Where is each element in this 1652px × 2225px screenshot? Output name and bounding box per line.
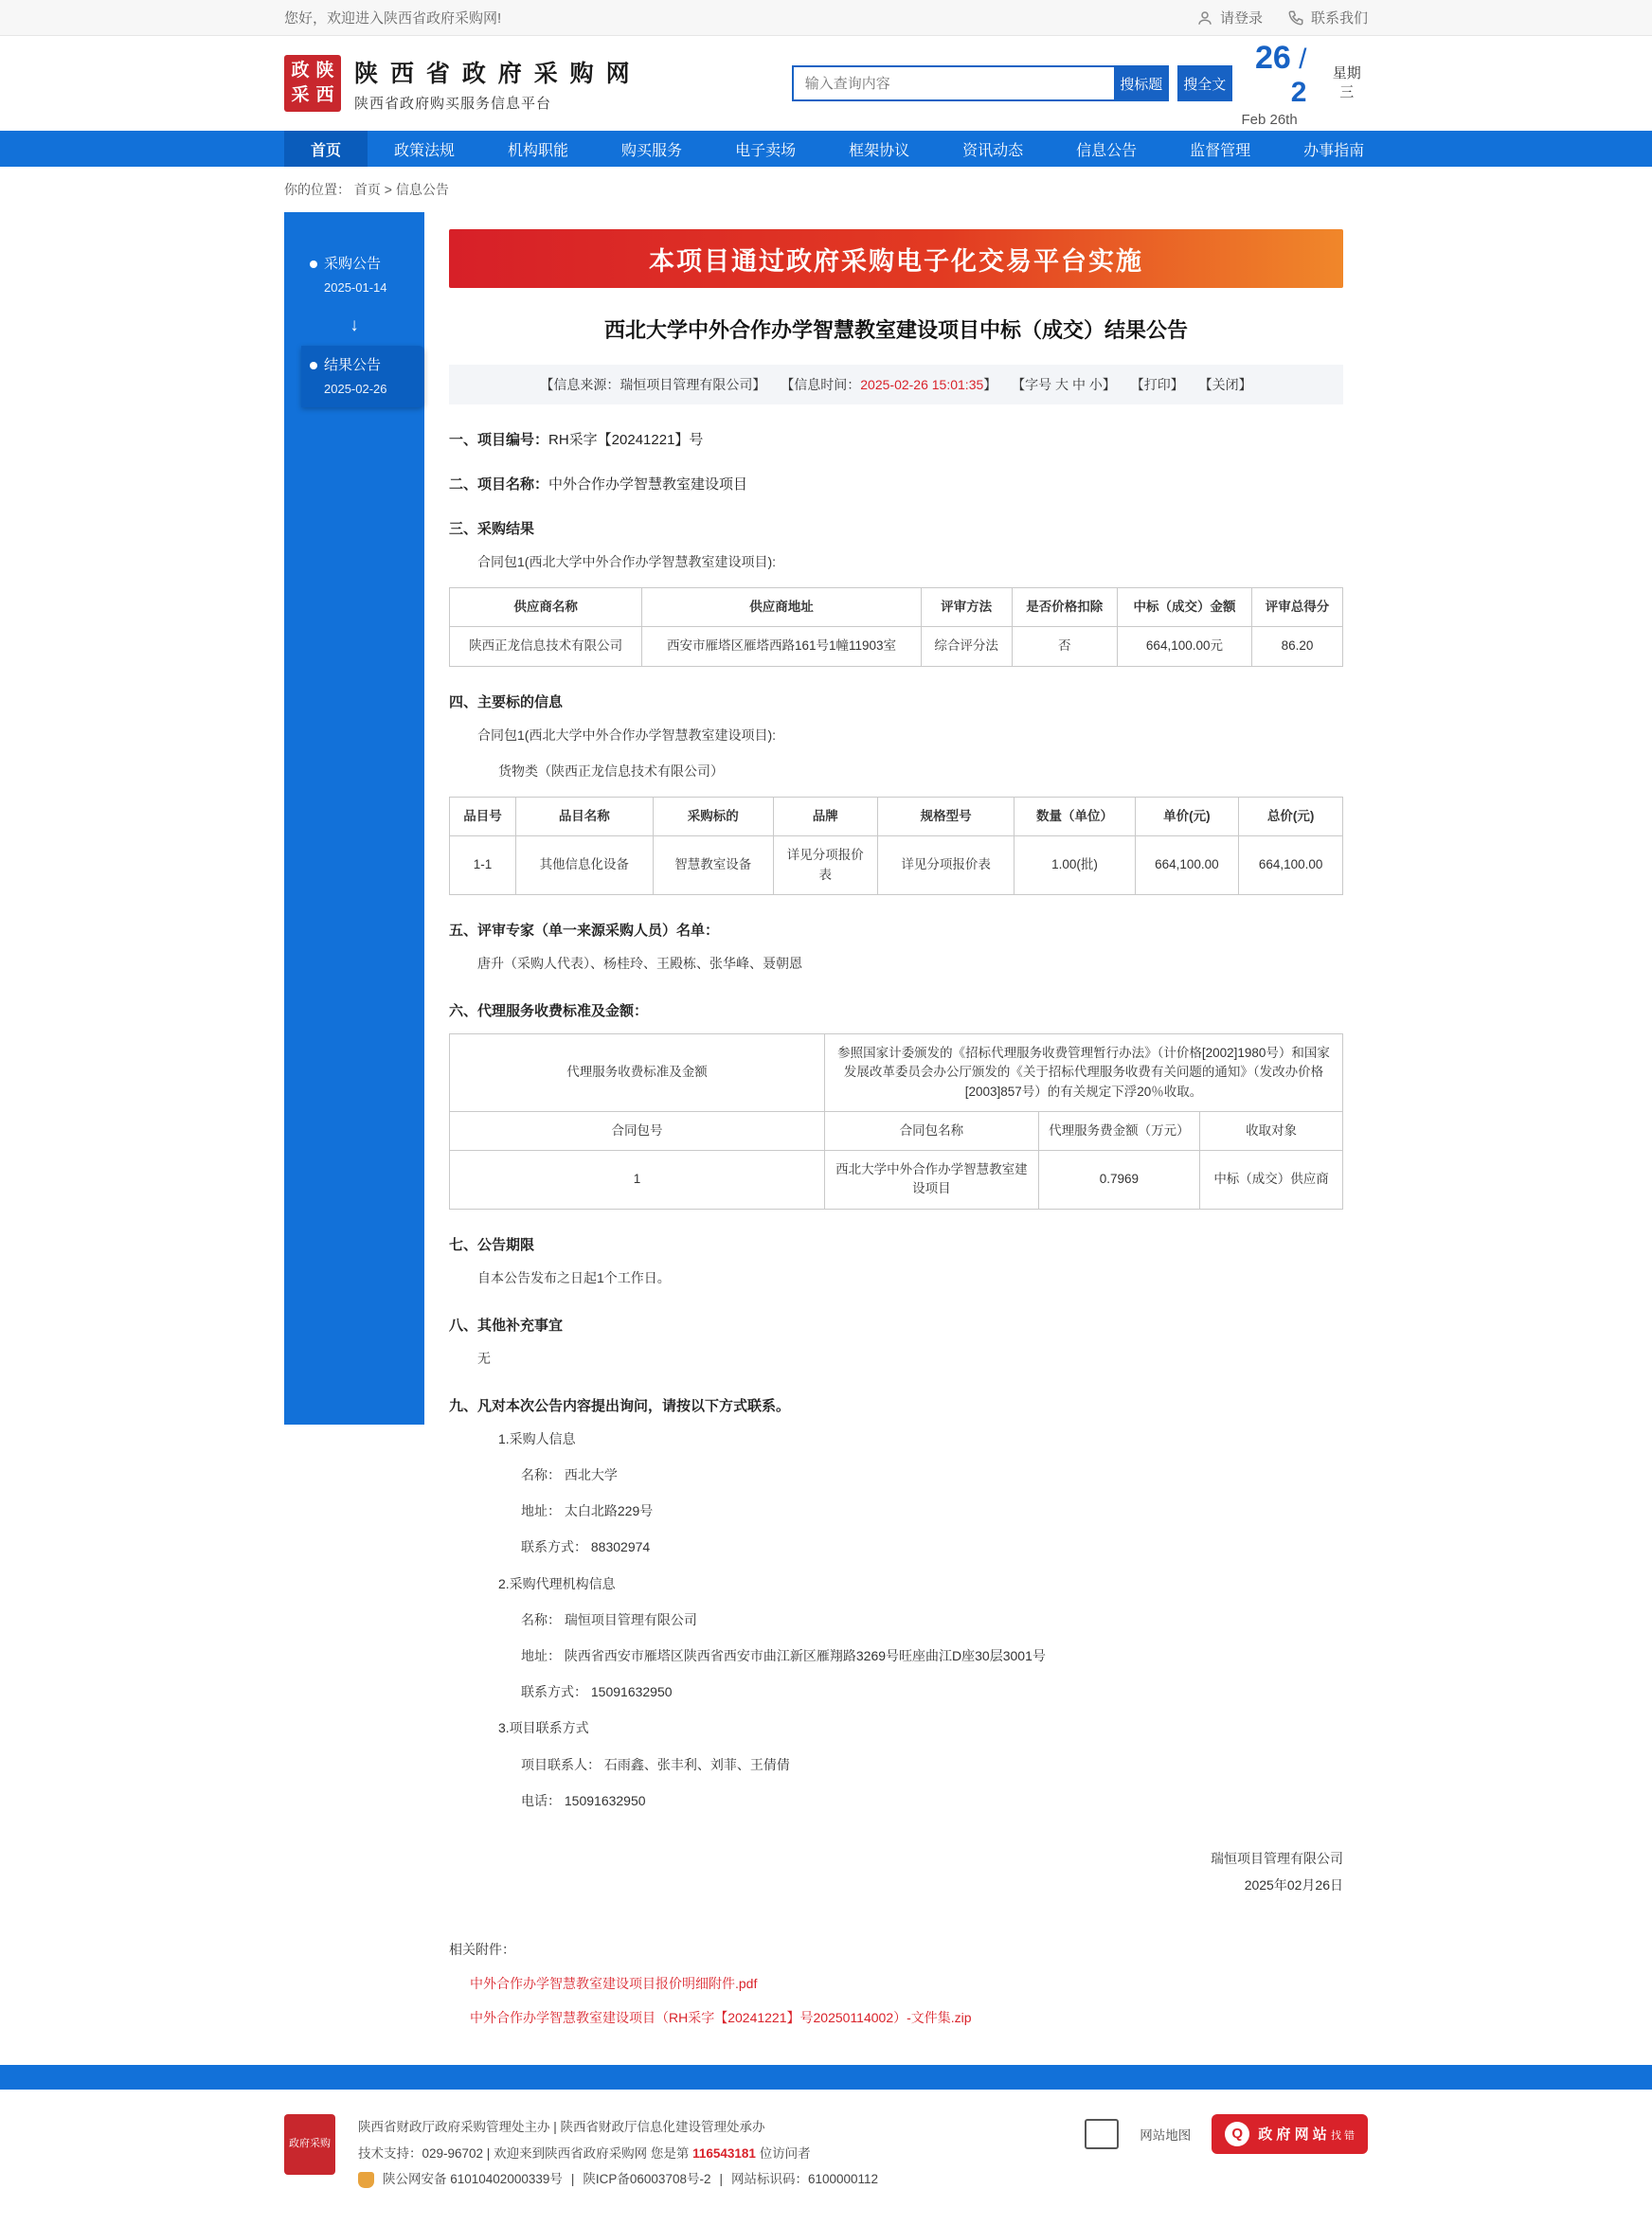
gov-website-error-badge[interactable]: [1212, 2114, 1368, 2154]
purchaser-name: 名称： 西北大学: [521, 1467, 618, 1483]
agency-fee-table: [449, 1033, 1343, 1210]
attachment-link-zip[interactable]: 中外合作办学智慧教室建设项目（RH采字【20241221】号20250114002）-文件集.zip: [470, 2009, 972, 2025]
fontsize-small-button[interactable]: 小: [1088, 377, 1103, 392]
col-supplier-address: 供应商地址: [642, 588, 921, 627]
cell-procurement-target: 智慧教室设备: [653, 836, 773, 895]
police-record[interactable]: 陕公网安备 61010402000339号: [383, 2172, 563, 2187]
project-contact-person: 项目联系人： 石雨鑫、张丰利、刘菲、王倩倩: [521, 1756, 790, 1772]
magnifier-icon: Q: [1225, 2122, 1249, 2146]
time-value: 2025-02-26 15:01:35: [860, 377, 984, 392]
section-2-label: 二、项目名称：: [449, 476, 549, 493]
breadcrumb-sep: >: [384, 182, 392, 197]
nav-item-guide[interactable]: 办事指南: [1303, 142, 1365, 159]
col-supplier-name: 供应商名称: [450, 588, 642, 627]
footer-right: [1085, 2114, 1368, 2154]
signoff-date: 2025年02月26日: [1244, 1876, 1343, 1893]
meta-bar: [449, 365, 1343, 404]
time-end: 】: [983, 377, 997, 392]
welcome-text: 您好，欢迎进入陕西省政府采购网!: [284, 10, 502, 27]
section-9-heading: 九、凡对本次公告内容提出询问，请按以下方式联系。: [449, 1397, 791, 1414]
weekday: [1325, 64, 1368, 103]
section-8-heading: 八、其他补充事宜: [449, 1317, 564, 1334]
col-package-name: 合同包名称: [825, 1111, 1039, 1150]
down-arrow-icon: ↓: [350, 315, 359, 335]
search-title-button[interactable]: 搜标题: [1114, 65, 1169, 101]
agency-address: 地址： 陕西省西安市雁塔区陕西省西安市曲江新区雁翔路3269号旺座曲江D座30层3001号: [521, 1648, 1046, 1663]
notice-period: 自本公告发布之日起1个工作日。: [477, 1269, 671, 1285]
sidebar-item-label: 采购公告: [324, 256, 382, 272]
site-map-icon[interactable]: [1085, 2119, 1119, 2149]
nav-item-services[interactable]: 购买服务: [621, 142, 683, 159]
source-value: 瑞恒项目管理有限公司: [620, 377, 753, 392]
bullet-icon: [310, 362, 317, 369]
purchaser-address: 地址： 太白北路229号: [521, 1503, 654, 1519]
purchaser-info-title: 1.采购人信息: [498, 1430, 576, 1446]
signoff-company: 瑞恒项目管理有限公司: [1211, 1850, 1343, 1866]
table-row: [450, 1034, 1343, 1112]
time-label: 【信息时间：: [781, 377, 861, 392]
cell-supplier-name: 陕西正龙信息技术有限公司: [450, 627, 642, 666]
section-2-heading: [449, 474, 1343, 493]
date-number: 26 / 2: [1254, 39, 1307, 108]
cell-item-name: 其他信息化设备: [516, 836, 654, 895]
project-contact-tel: 电话： 15091632950: [521, 1792, 646, 1808]
person-icon: [1196, 9, 1213, 27]
project-name: 中外合作办学智慧教室建设项目: [548, 476, 748, 493]
section-7-heading: 七、公告期限: [449, 1236, 535, 1253]
footer-sep-3: |: [719, 2172, 723, 2187]
col-brand: 品牌: [773, 798, 877, 836]
fontsize-end: 】: [1102, 377, 1116, 392]
footer-line-1: [358, 2114, 878, 2141]
page-title: 西北大学中外合作办学智慧教室建设项目中标（成交）结果公告: [603, 318, 1188, 342]
date-month: 2: [1290, 76, 1307, 108]
print-button[interactable]: 【打印】: [1130, 377, 1184, 392]
section-1-heading: [449, 429, 1343, 449]
search-input[interactable]: [792, 65, 1114, 101]
nav-item-functions[interactable]: 机构职能: [508, 142, 569, 159]
footer-org-2: 陕西省财政厅信息化建设管理处承办: [560, 2119, 765, 2134]
footer-line-3: [358, 2166, 878, 2193]
cell-award-amount: 664,100.00元: [1117, 627, 1251, 666]
logo-mark: [284, 55, 341, 112]
site-id-code: 网站标识码：6100000112: [730, 2172, 879, 2187]
agency-info-title: 2.采购代理机构信息: [498, 1575, 616, 1591]
section-6-heading: 六、代理服务收费标准及金额：: [449, 1003, 649, 1019]
table-header-row: [450, 588, 1343, 627]
breadcrumb-home[interactable]: 首页: [353, 182, 381, 197]
fee-standard-label: 代理服务收费标准及金额: [450, 1034, 825, 1112]
fontsize-large-button[interactable]: 大: [1055, 377, 1069, 392]
nav-item-home[interactable]: 首页: [284, 131, 368, 167]
col-total-price: 总价(元): [1239, 798, 1343, 836]
cell-price-deduction: 否: [1012, 627, 1117, 666]
document-content: [424, 212, 1368, 2065]
col-spec-model: 规格型号: [877, 798, 1015, 836]
cell-supplier-address: 西安市雁塔区雁塔西路161号1幢11903室: [642, 627, 921, 666]
section-1-label: 一、项目编号：: [449, 432, 549, 448]
nav-item-policy[interactable]: 政策法规: [394, 142, 456, 159]
table-row: [450, 627, 1343, 666]
contact-link[interactable]: [1287, 8, 1368, 27]
contact-label: 联系我们: [1310, 10, 1368, 27]
logo-char-3: 采: [291, 85, 310, 106]
top-bar: [0, 0, 1652, 36]
site-map-label[interactable]: 网站地图: [1140, 2127, 1192, 2143]
goods-category: 货物类（陕西正龙信息技术有限公司）: [498, 763, 724, 779]
cell-total-price: 664,100.00: [1239, 836, 1343, 895]
cell-quantity: 1.00(批): [1015, 836, 1135, 895]
sidebar-item-procurement-notice[interactable]: [301, 244, 424, 306]
cell-brand: 详见分项报价表: [773, 836, 877, 895]
main-nav: [0, 131, 1652, 167]
weekday-label: 星期三: [1332, 64, 1361, 100]
cell-spec-model: 详见分项报价表: [877, 836, 1015, 895]
nav-item-emarket[interactable]: 电子卖场: [735, 142, 797, 159]
cell-package-no: 1: [450, 1151, 825, 1210]
gov-seal-icon: 政府采购: [284, 2114, 335, 2175]
col-unit-price: 单价(元): [1135, 798, 1239, 836]
breadcrumb-current[interactable]: 信息公告: [395, 182, 449, 197]
logo-char-1: 政: [291, 61, 310, 81]
section-4-heading: 四、主要标的信息: [449, 693, 564, 710]
date-box: [1232, 40, 1368, 128]
footer-line-2: [358, 2141, 878, 2167]
login-link[interactable]: [1196, 8, 1263, 27]
project-contact-title: 3.项目联系方式: [498, 1720, 589, 1736]
bullet-icon: [310, 260, 317, 268]
close-button[interactable]: 【关闭】: [1198, 377, 1252, 392]
cell-review-method: 综合评分法: [921, 627, 1012, 666]
site-footer: [0, 2090, 1652, 2225]
logo-char-4: 西: [315, 85, 334, 106]
cell-package-name: 西北大学中外合作办学智慧教室建设项目: [825, 1151, 1039, 1210]
site-subtitle: 陕西省政府购买服务信息平台: [354, 95, 552, 112]
footer-sep-2: |: [570, 2172, 575, 2187]
section-5-heading: 五、评审专家（单一来源采购人员）名单：: [449, 922, 720, 939]
source-end: 】: [752, 377, 766, 392]
cell-fee-payer: 中标（成交）供应商: [1200, 1151, 1343, 1210]
icp-record[interactable]: 陕ICP备06003708号-2: [583, 2172, 711, 2187]
agency-name: 名称： 瑞恒项目管理有限公司: [521, 1611, 697, 1627]
col-fee-amount: 代理服务费金额（万元）: [1038, 1111, 1200, 1150]
project-number: RH采字【20241221】号: [548, 432, 704, 448]
other-matters: 无: [477, 1350, 491, 1366]
expert-list: 唐升（采购人代表）、杨桂玲、王殿栋、张华峰、聂朝恩: [477, 955, 802, 971]
col-total-score: 评审总得分: [1251, 588, 1342, 627]
breadcrumb: [0, 167, 1652, 212]
sidebar-item-date: 2025-02-26: [324, 381, 387, 396]
shield-icon: [358, 2172, 374, 2188]
fontsize-medium-button[interactable]: 中: [1071, 377, 1086, 392]
purchaser-tel: 联系方式： 88302974: [521, 1539, 651, 1555]
signoff: [449, 1845, 1343, 1898]
col-award-amount: 中标（成交）金额: [1117, 588, 1251, 627]
table-row: [450, 1151, 1343, 1210]
footer-org-1: 陕西省财政厅政府采购管理处主办: [358, 2119, 550, 2134]
nav-item-supervision[interactable]: 监督管理: [1190, 142, 1251, 159]
badge-sub-label: 找 错: [1330, 2130, 1355, 2143]
sidebar-item-label: 结果公告: [324, 357, 382, 373]
col-fee-payer: 收取对象: [1200, 1111, 1343, 1150]
page-layout: [0, 212, 1652, 2065]
package-1-label-2: 合同包1(西北大学中外合作办学智慧教室建设项目):: [477, 727, 776, 743]
nav-item-news[interactable]: 资讯动态: [962, 142, 1024, 159]
date-sub: Feb 26th: [1241, 111, 1298, 128]
visitor-suffix: 位访问者: [759, 2145, 811, 2161]
table-header-row: [450, 798, 1343, 836]
col-package-no: 合同包号: [450, 1111, 825, 1150]
nav-item-announcements[interactable]: 信息公告: [1076, 142, 1138, 159]
search-fulltext-button[interactable]: 搜全文: [1177, 65, 1232, 101]
agency-tel: 联系方式： 15091632950: [521, 1684, 673, 1700]
goods-table: [449, 797, 1343, 895]
attachment-link-pdf[interactable]: 中外合作办学智慧教室建设项目报价明细附件.pdf: [470, 1975, 758, 1991]
col-quantity: 数量（单位）: [1015, 798, 1135, 836]
footer-text: [358, 2114, 878, 2193]
logo[interactable]: [284, 55, 726, 113]
footer-divider: [0, 2065, 1652, 2090]
sidebar-item-date: 2025-01-14: [324, 279, 387, 295]
fontsize-label: 【字号: [1012, 377, 1052, 392]
visitor-count: 116543181: [692, 2145, 756, 2161]
table-row: [450, 836, 1343, 895]
site-header: [0, 36, 1652, 131]
sidebar: [284, 212, 424, 1425]
breadcrumb-prefix: 你的位置：: [284, 182, 350, 197]
site-name: 陕 西 省 政 府 采 购 网: [354, 60, 633, 87]
attachments-title: 相关附件：: [449, 1941, 515, 1957]
badge-main-label: 政 府 网 站: [1258, 2126, 1327, 2144]
col-item-name: 品目名称: [516, 798, 654, 836]
cell-unit-price: 664,100.00: [1135, 836, 1239, 895]
nav-item-framework[interactable]: 框架协议: [849, 142, 910, 159]
cell-fee-amount: 0.7969: [1038, 1151, 1200, 1210]
date-day: 26: [1254, 39, 1291, 76]
table-header-row: [450, 1111, 1343, 1150]
col-review-method: 评审方法: [921, 588, 1012, 627]
result-table: [449, 587, 1343, 667]
search-area: [792, 65, 1232, 101]
col-item-no: 品目号: [450, 798, 516, 836]
sidebar-item-result-notice[interactable]: [301, 346, 424, 407]
footer-sep-1: |: [553, 2119, 557, 2134]
logo-char-2: 陕: [315, 61, 334, 81]
cell-item-no: 1-1: [450, 836, 516, 895]
phone-icon: [1287, 9, 1304, 27]
col-price-deduction: 是否价格扣除: [1012, 588, 1117, 627]
fee-standard-desc: 参照国家计委颁发的《招标代理服务收费管理暂行办法》（计价格[2002]1980号）和国家发展改革委员会办公厅颁发的《关于招标代理服务收费有关问题的通知》（发改办价格[2003]857号）的有关规定下浮20％收取。: [825, 1034, 1343, 1112]
source-label: 【信息来源：: [540, 377, 620, 392]
footer-support: 技术支持：029-96702 | 欢迎来到陕西省政府采购网 您是第: [358, 2145, 690, 2161]
col-procurement-target: 采购标的: [653, 798, 773, 836]
section-3-heading: 三、采购结果: [449, 521, 535, 537]
platform-banner: 本项目通过政府采购电子化交易平台实施: [449, 229, 1343, 288]
cell-total-score: 86.20: [1251, 627, 1342, 666]
login-label: 请登录: [1219, 10, 1263, 27]
package-1-label: 合同包1(西北大学中外合作办学智慧教室建设项目):: [477, 554, 776, 569]
